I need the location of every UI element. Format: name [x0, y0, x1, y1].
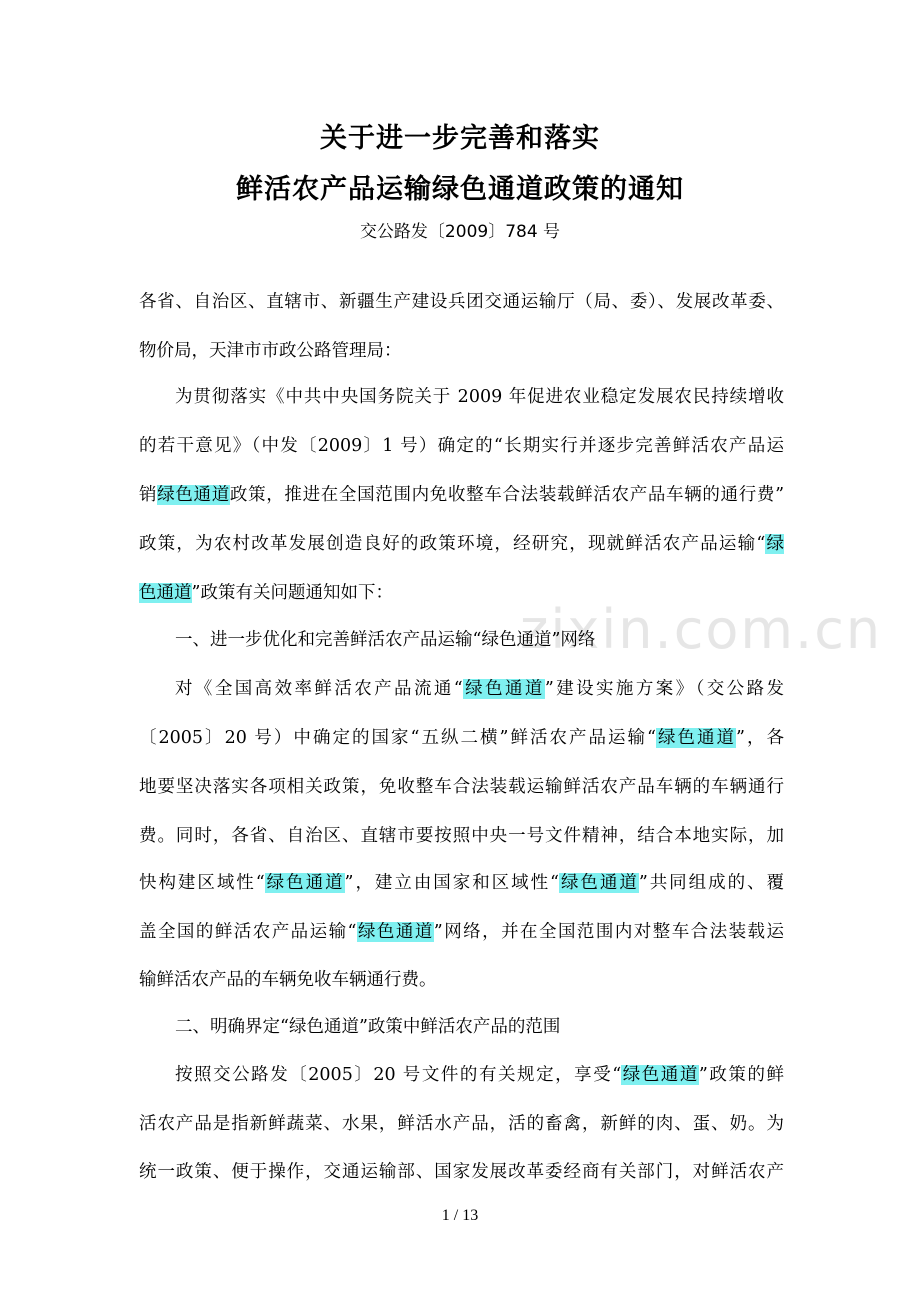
highlighted-text: 绿色通道 — [264, 873, 345, 893]
highlighted-text: 绿色通道 — [157, 485, 230, 505]
text-run: 快构建区域性“ — [139, 873, 265, 893]
text-run: 政策，为农村改革发展创造良好的政策环境，经研究，现就鲜活农产品运输“ — [139, 534, 766, 554]
highlighted-text: 绿色通道 — [621, 1065, 699, 1085]
text-run: ”，建立由国家和区域性“ — [344, 873, 559, 893]
body-line — [175, 628, 784, 652]
text-run: 费。同时，各省、自治区、直辖市要按照中央一号文件精神，结合本地实际，加 — [139, 826, 784, 846]
highlighted-text: 绿色通道 — [462, 679, 545, 699]
document-title-line-1: 关于进一步完善和落实 — [320, 123, 600, 154]
text-run: 输鲜活农产品的车辆免收车辆通行费。 — [139, 970, 437, 990]
text-run: ”网络，并在全国范围内对整车合法装载运 — [433, 922, 784, 942]
text-run: ”共同组成的、覆 — [638, 873, 784, 893]
body-line — [139, 339, 784, 363]
body-line — [139, 290, 784, 314]
body-line — [139, 1112, 784, 1136]
body-line — [175, 677, 784, 701]
body-line — [139, 871, 784, 895]
text-run: ”，各 — [736, 728, 784, 748]
text-run: ”政策有关问题通知如下： — [191, 583, 393, 603]
text-run: 各省、自治区、直辖市、新疆生产建设兵团交通运输厅（局、委）、发展改革委、 — [139, 292, 784, 312]
body-line — [139, 824, 784, 848]
body-line — [139, 920, 784, 944]
text-run: 〔2005〕20 号）中确定的国家“五纵二横”鲜活农产品运输“ — [139, 728, 656, 748]
text-run: 销 — [139, 485, 158, 505]
body-line — [139, 532, 784, 556]
body-line — [139, 1160, 784, 1184]
body-line — [139, 775, 784, 799]
text-run: 按照交公路发〔2005〕20 号文件的有关规定，享受“ — [175, 1065, 622, 1085]
highlighted-text: 色通道 — [139, 583, 192, 603]
watermark: zixin.com.cn — [520, 598, 883, 661]
text-run: 一、进一步优化和完善鲜活农产品运输“绿色通道”网络 — [175, 630, 596, 650]
text-run: 对《全国高效率鲜活农产品流通“ — [175, 679, 463, 699]
body-line — [139, 434, 784, 458]
text-run: 盖全国的鲜活农产品运输“ — [139, 922, 357, 942]
document-number: 交公路发〔2009〕784 号 — [359, 222, 561, 242]
text-run: ”建设实施方案》（交公路发 — [544, 679, 784, 699]
text-run: 二、明确界定“绿色通道”政策中鲜活农产品的范围 — [175, 1017, 561, 1037]
highlighted-text: 绿色通道 — [559, 873, 639, 893]
text-run: 政策，推进在全国范围内免收整车合法装载鲜活农产品车辆的通行费” — [229, 485, 785, 505]
body-line — [139, 581, 784, 605]
text-run: 为贯彻落实《中共中央国务院关于 2009 年促进农业稳定发展农民持续增收 — [175, 387, 784, 407]
body-line — [175, 1015, 784, 1039]
body-line — [139, 968, 784, 992]
highlighted-text: 绿 — [765, 534, 785, 554]
text-run: 统一政策、便于操作，交通运输部、国家发展改革委经商有关部门，对鲜活农产 — [139, 1162, 784, 1182]
body-line — [175, 1063, 784, 1087]
highlighted-text: 绿色通道 — [655, 728, 737, 748]
highlighted-text: 绿色通道 — [356, 922, 434, 942]
text-run: 的若干意见》（中发〔2009〕1 号）确定的“长期实行并逐步完善鲜活农产品运 — [139, 436, 784, 456]
text-run: ”政策的鲜 — [698, 1065, 785, 1085]
body-line — [175, 385, 784, 409]
body-line — [139, 726, 784, 750]
text-run: 活农产品是指新鲜蔬菜、水果，鲜活水产品，活的畜禽，新鲜的肉、蛋、奶。为 — [139, 1114, 784, 1134]
body-line — [139, 483, 784, 507]
text-run: 地要坚决落实各项相关政策，免收整车合法装载运输鲜活农产品车辆的车辆通行 — [139, 777, 784, 797]
text-run: 物价局，天津市市政公路管理局： — [139, 341, 402, 361]
page-number: 1 / 13 — [441, 1207, 479, 1224]
document-title-line-2: 鲜活农产品运输绿色通道政策的通知 — [236, 174, 684, 205]
